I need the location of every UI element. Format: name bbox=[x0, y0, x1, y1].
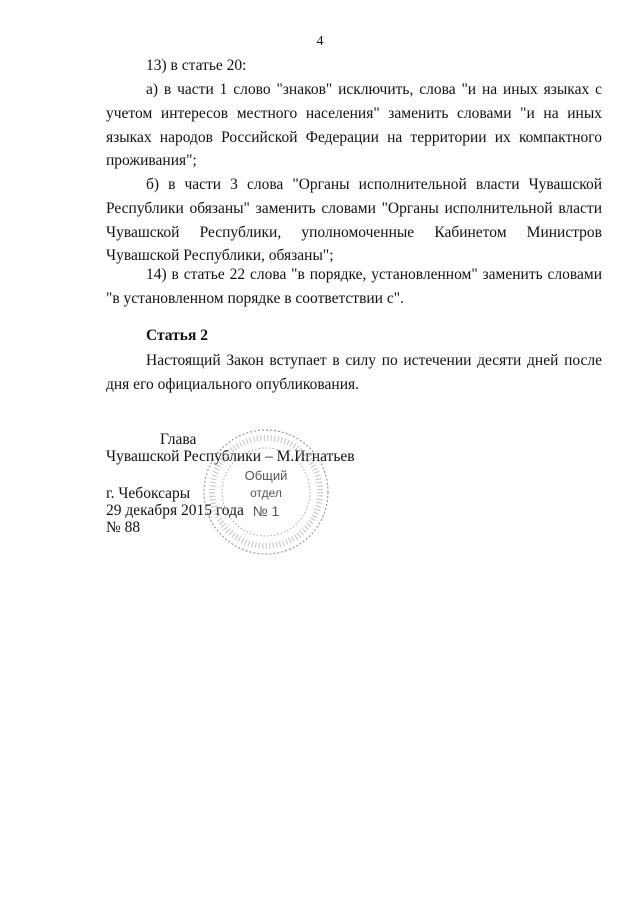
official-stamp bbox=[200, 426, 332, 558]
signatory-name: М.Игнатьев bbox=[276, 448, 355, 465]
item-13-b: б) в части 3 слова "Органы исполнительной власти Чувашской Республики обязаны" заменить словами "Органы исполнительной власти Чувашской Республики, уполномоченные Кабинетом Министров Чувашской Республики, обязаны"; bbox=[106, 176, 602, 265]
date: 29 декабря 2015 года bbox=[106, 502, 244, 519]
item-13-a: а) в части 1 слово "знаков" исключить, слова "и на иных языках с учетом интересов местного населения" заменить словами "и на иных языках народов Российской Федерации на территории их компактного проживания"; bbox=[106, 81, 602, 170]
city: г. Чебоксары bbox=[106, 485, 191, 502]
article-2-title: Статья 2 bbox=[146, 327, 208, 344]
item-13-heading: 13) в статье 20: bbox=[146, 57, 247, 74]
law-number: № 88 bbox=[106, 519, 141, 536]
stamp-line3: № 1 bbox=[252, 503, 280, 519]
stamp-line2: отдел bbox=[250, 486, 282, 500]
item-14: 14) в статье 22 слова "в порядке, установленном" заменить словами "в установленном порядке в соответствии с". bbox=[106, 266, 602, 307]
page-number: 4 bbox=[316, 34, 324, 49]
signature-dash: – bbox=[264, 448, 273, 465]
stamp-line1: Общий bbox=[244, 468, 288, 483]
article-2-text: Настоящий Закон вступает в силу по истечении десяти дней после дня его официального опубликования. bbox=[106, 352, 602, 393]
signature-title-line1: Глава bbox=[160, 431, 197, 448]
signature-title-line2: Чувашской Республики bbox=[106, 448, 262, 465]
